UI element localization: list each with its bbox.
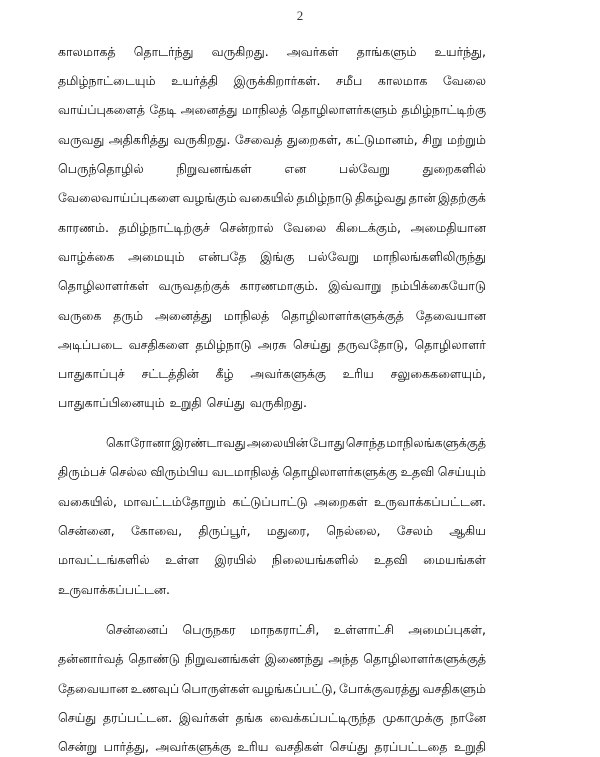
word: மாநிலங்களிலிருந்து (372, 249, 486, 264)
word: வாய்ப்புகளைத் (58, 102, 146, 117)
word: அமைப்புகள், (408, 622, 486, 637)
word: பெருநகர (182, 622, 236, 637)
word: மாவட்டம்தோறும் (123, 494, 226, 509)
word: வருகிறது. (211, 44, 269, 59)
word: தரப்பட்டதை (374, 739, 448, 754)
word: வருகிறது. (173, 132, 231, 147)
word: பார்த்து, (103, 739, 149, 754)
word: தேவையான (58, 681, 129, 696)
word: தொழிலாளர் (414, 337, 486, 352)
text-line (58, 71, 486, 91)
word: அமைதியான (410, 220, 486, 235)
word: சேவைத் (234, 132, 283, 147)
word: திருப்பூர், (198, 523, 251, 538)
word: துறைகள், (287, 132, 342, 147)
word: வகையில் (239, 190, 295, 205)
word: அனைத்து (155, 308, 212, 323)
word: உரிய (342, 366, 374, 381)
word: செய்யும் (437, 464, 486, 479)
word: சேலம் (396, 523, 433, 538)
word: நானே (450, 710, 486, 725)
word: மதுரை, (266, 523, 310, 538)
word: இரண்டாவது (171, 435, 246, 450)
text-line (58, 737, 486, 757)
text-line (58, 364, 486, 384)
word: தாங்களும் (356, 44, 417, 59)
word: இவ்வாறு (328, 278, 382, 293)
word: திகழ்வது (355, 190, 407, 205)
word: தமிழ்நாட்டிற்குச் (118, 220, 210, 235)
word: மையங்கள் (423, 552, 486, 567)
word: வசதிகளை (128, 337, 189, 352)
word: தமிழ்நாட்டையும் (58, 73, 156, 88)
word: நம்பிக்கையோடு (391, 278, 486, 293)
word: தரப்பட்டன. (102, 710, 173, 725)
text-line (58, 550, 486, 570)
word: பெருந்தொழில் (58, 161, 144, 176)
word: சென்று (58, 739, 98, 754)
word: தரும் (113, 308, 144, 323)
word: மாநிலத் (241, 102, 288, 117)
word: விரும்பிய (150, 464, 209, 479)
text-line (58, 335, 486, 355)
word: செய்து (293, 337, 332, 352)
word: கட்டுப்பாட்டு (232, 494, 308, 509)
word: என்பதே (198, 249, 247, 264)
text-line (106, 433, 486, 453)
word: வழங்கப்பட்டு, (251, 681, 337, 696)
word: அறைகள் (314, 494, 368, 509)
word: காலமாக (377, 73, 428, 88)
word: தொழிலாளர்களும் (291, 102, 398, 117)
word: உரிய (237, 739, 269, 754)
word: உயர்த்தி (171, 73, 219, 88)
word: உயர்ந்து, (434, 44, 486, 59)
word: கோவை, (130, 523, 183, 538)
word: இதற்குக் (438, 190, 486, 205)
word: அந்த (328, 651, 359, 666)
word: பாதுகாப்புச் (58, 366, 125, 381)
word: வருவதற்குக் (158, 278, 230, 293)
word: இவர்கள் (178, 710, 229, 725)
word: மாநிலங்களுக்குத் (386, 435, 486, 450)
text-line (58, 188, 486, 208)
word: பாதுகாப்பினையும் (58, 395, 165, 410)
word: அடிப்படை (58, 337, 123, 352)
word: அரசு (258, 337, 287, 352)
text-line (106, 620, 486, 640)
word: காரணம். (58, 220, 109, 235)
page-number: 2 (296, 8, 304, 23)
word: கட்டுமானம், (345, 132, 418, 147)
word: வருகை (58, 308, 102, 323)
word: தேவையான (415, 308, 486, 323)
word: சென்னைப் (106, 622, 169, 637)
word: சென்றால் (219, 220, 274, 235)
word: தருவதோடு, (337, 337, 409, 352)
word: வருகிறது. (249, 395, 308, 410)
text-line (58, 521, 486, 541)
word: உதவி (400, 464, 435, 479)
text-line (58, 42, 486, 62)
text-line (58, 306, 486, 326)
word: சமீப (336, 73, 363, 88)
word: உள்ள (165, 552, 200, 567)
word: முகாமுக்கு (382, 710, 444, 725)
word: வைக்கப்பட்டிருந்த (269, 710, 376, 725)
word: அவர்களுக்கு (250, 366, 326, 381)
word: நிறுவனங்கள் (176, 161, 252, 176)
word: என (284, 161, 307, 176)
word: பல்வேறு (338, 161, 390, 176)
word: உருவாக்கப்பட்டன. (373, 494, 486, 509)
word: போக்குவரத்து (339, 681, 421, 696)
text-line (58, 100, 486, 120)
word: இங்கு (260, 249, 295, 264)
word: அலையின் (246, 435, 308, 450)
word: இரயில் (214, 552, 257, 567)
word: கிடைக்கும், (335, 220, 401, 235)
word: போது (309, 435, 345, 450)
word: செய்து (329, 739, 368, 754)
word: செல்ல (109, 464, 147, 479)
word: நெல்லை, (326, 523, 381, 538)
word: தமிழ்நாடு (296, 190, 353, 205)
word: தேடி (149, 102, 177, 117)
word: உள்ளாட்சி (333, 622, 394, 637)
word: வடமாநிலத் (211, 464, 280, 479)
word: அனைத்து (180, 102, 238, 117)
text-line (58, 708, 486, 728)
word: அதிகரித்து (108, 132, 169, 147)
word: வகையில், (58, 494, 117, 509)
word: செய்து (58, 710, 97, 725)
word: நிலையங்களில் (271, 552, 359, 567)
word: ஆகிய (449, 523, 486, 538)
word: வசதிகள் (274, 739, 324, 754)
text-line (58, 679, 486, 699)
word: சென்னை, (58, 523, 115, 538)
word: வேலைவாய்ப்புகளை (58, 190, 180, 205)
word: தொழிலாளர்களுக்கு (282, 464, 398, 479)
text-line (58, 393, 486, 413)
word: திரும்பச் (58, 464, 107, 479)
word: அவர்களுக்கு (155, 739, 231, 754)
text-line (58, 462, 486, 482)
text-line (58, 580, 486, 600)
word: பொருள்கள் (181, 681, 250, 696)
word: தங்க (235, 710, 263, 725)
word: சட்டத்தின் (141, 366, 199, 381)
word: மாநகராட்சி, (250, 622, 320, 637)
word: கீழ் (215, 366, 234, 381)
text-line (58, 276, 486, 296)
word: சொந்த (345, 435, 386, 450)
word: தமிழ்நாட்டிற்கு (401, 102, 486, 117)
word: தமிழ்நாடு (195, 337, 252, 352)
word: தொழிலாளர்களுக்குத் (363, 651, 486, 666)
text-line (58, 247, 486, 267)
word: நிறுவனங்கள் (184, 651, 260, 666)
text-line (58, 218, 486, 238)
word: இணைந்து (264, 651, 324, 666)
word: வாழ்க்கை (58, 249, 115, 264)
word: தான் (408, 190, 436, 205)
word: தொழிலாளர்களுக்குத் (281, 308, 404, 323)
text-line (58, 492, 486, 512)
text-line (58, 649, 486, 669)
text-line (58, 130, 486, 150)
word: சிறு (422, 132, 443, 147)
word: தொண்டு (128, 651, 180, 666)
word: துறைகளில் (422, 161, 486, 176)
word: வேலை (283, 220, 327, 235)
word: மாநிலத் (223, 308, 270, 323)
word: அமையும் (128, 249, 185, 264)
word: பல்வேறு (308, 249, 360, 264)
word: வசதிகளும் (422, 681, 486, 696)
word: உதவி (373, 552, 408, 567)
text-line (58, 159, 486, 179)
word: இருக்கிறார்கள். (233, 73, 321, 88)
word: தொழிலாளர்கள் (58, 278, 149, 293)
word: தன்னார்வத் (58, 651, 124, 666)
word: வேலை (442, 73, 486, 88)
word: சலுகைகளையும், (390, 366, 486, 381)
word: மாவட்டங்களில் (58, 552, 150, 567)
word: காலமாகத் (58, 44, 116, 59)
word: உருவாக்கப்பட்டன. (58, 582, 171, 597)
word: கொரோனா (106, 435, 171, 450)
word: அவர்கள் (286, 44, 339, 59)
word: மற்றும் (446, 132, 486, 147)
word: தொடர்ந்து (133, 44, 194, 59)
word: உறுதி (169, 395, 202, 410)
word: உறுதி (453, 739, 486, 754)
word: வழங்கும் (182, 190, 237, 205)
word: செய்து (206, 395, 245, 410)
word: வருவது (58, 132, 105, 147)
word: உணவுப் (130, 681, 180, 696)
word: காரணமாகும். (239, 278, 319, 293)
